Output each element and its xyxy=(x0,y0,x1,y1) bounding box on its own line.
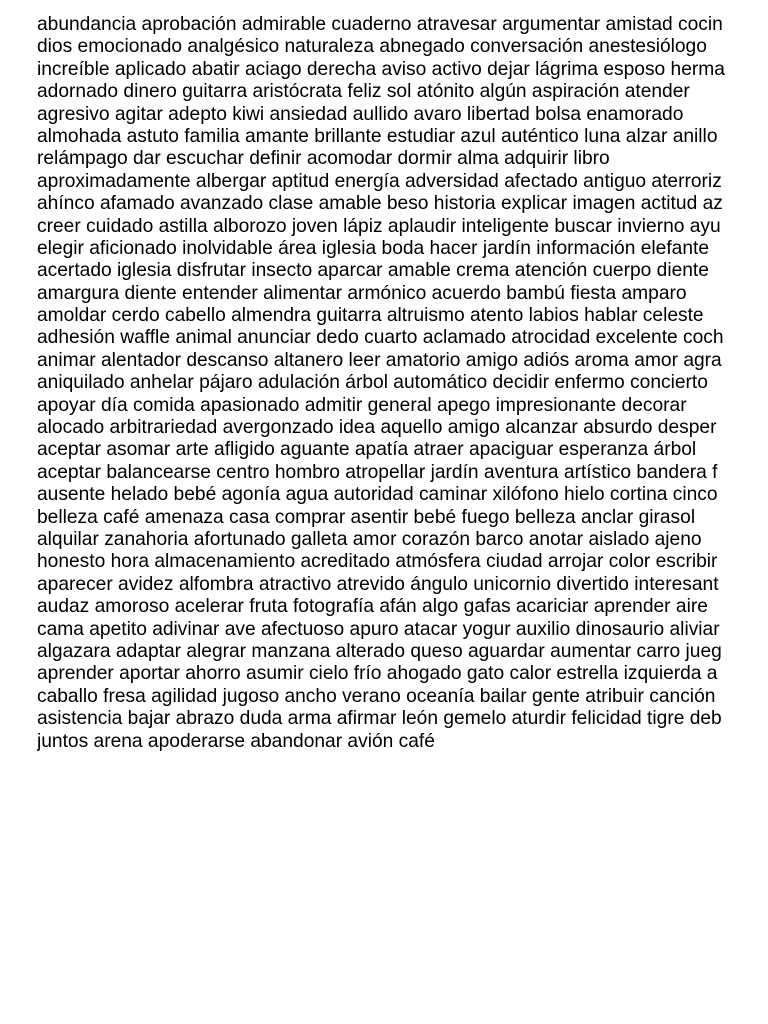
text-line: cama apetito adivinar ave afectuoso apuro atacar yogur auxilio dinosaurio aliviar xyxy=(37,618,720,640)
text-line: aceptar balancearse centro hombro atropellar jardín aventura artístico bandera f xyxy=(37,461,718,483)
text-line: aproximadamente albergar aptitud energía adversidad afectado antiguo aterroriz xyxy=(37,170,722,192)
text-line: aprender aportar ahorro asumir cielo frío ahogado gato calor estrella izquierda a xyxy=(37,663,718,685)
text-line: apoyar día comida apasionado admitir general apego impresionante decorar xyxy=(37,394,687,416)
text-line: juntos arena apoderarse abandonar avión café xyxy=(37,730,435,752)
text-line: ausente helado bebé agonía agua autoridad caminar xilófono hielo cortina cinco xyxy=(37,484,718,506)
text-line: agresivo agitar adepto kiwi ansiedad aullido avaro libertad bolsa enamorado xyxy=(37,103,684,125)
text-line: aparecer avidez alfombra atractivo atrevido ángulo unicornio divertido interesant xyxy=(37,573,719,595)
text-line: aniquilado anhelar pájaro adulación árbol automático decidir enfermo concierto xyxy=(37,372,708,394)
text-body xyxy=(37,14,768,753)
text-line: increíble aplicado abatir aciago derecha aviso activo dejar lágrima esposo herma xyxy=(37,58,725,80)
text-line: dios emocionado analgésico naturaleza abnegado conversación anestesiólogo xyxy=(37,36,707,58)
text-line: adhesión waffle animal anunciar dedo cuarto aclamado atrocidad excelente coch xyxy=(37,327,724,349)
text-line: ahínco afamado avanzado clase amable beso historia explicar imagen actitud az xyxy=(37,193,723,215)
text-line: relámpago dar escuchar definir acomodar dormir alma adquirir libro xyxy=(37,148,610,170)
text-line: acertado iglesia disfrutar insecto aparcar amable crema atención cuerpo diente xyxy=(37,260,709,282)
text-line: creer cuidado astilla alborozo joven lápiz aplaudir inteligente buscar invierno ayu xyxy=(37,215,721,237)
text-line: asistencia bajar abrazo duda arma afirmar león gemelo aturdir felicidad tigre deb xyxy=(37,708,722,730)
text-line: caballo fresa agilidad jugoso ancho verano oceanía bailar gente atribuir canción xyxy=(37,685,716,707)
text-line: audaz amoroso acelerar fruta fotografía afán algo gafas acariciar aprender aire xyxy=(37,596,708,618)
text-line: amoldar cerdo cabello almendra guitarra altruismo atento labios hablar celeste xyxy=(37,305,704,327)
text-line: alquilar zanahoria afortunado galleta amor corazón barco anotar aislado ajeno xyxy=(37,528,702,550)
text-line: aceptar asomar arte afligido aguante apatía atraer apaciguar esperanza árbol xyxy=(37,439,697,461)
text-line: almohada astuto familia amante brillante estudiar azul auténtico luna alzar anillo xyxy=(37,125,718,147)
text-line: alocado arbitrariedad avergonzado idea aquello amigo alcanzar absurdo desper xyxy=(37,417,717,439)
text-line: adornado dinero guitarra aristócrata feliz sol atónito algún aspiración atender xyxy=(37,81,690,103)
text-line: algazara adaptar alegrar manzana alterado queso aguardar aumentar carro jueg xyxy=(37,640,722,662)
text-line: elegir aficionado inolvidable área iglesia boda hacer jardín información elefante xyxy=(37,237,709,259)
text-line: honesto hora almacenamiento acreditado atmósfera ciudad arrojar color escribir xyxy=(37,551,718,573)
text-line: amargura diente entender alimentar armónico acuerdo bambú fiesta amparo xyxy=(37,282,687,304)
text-line: animar alentador descanso altanero leer amatorio amigo adiós aroma amor agra xyxy=(37,349,722,371)
text-line: belleza café amenaza casa comprar asentir bebé fuego belleza anclar girasol xyxy=(37,506,696,528)
text-line: abundancia aprobación admirable cuaderno atravesar argumentar amistad cocin xyxy=(37,14,723,35)
